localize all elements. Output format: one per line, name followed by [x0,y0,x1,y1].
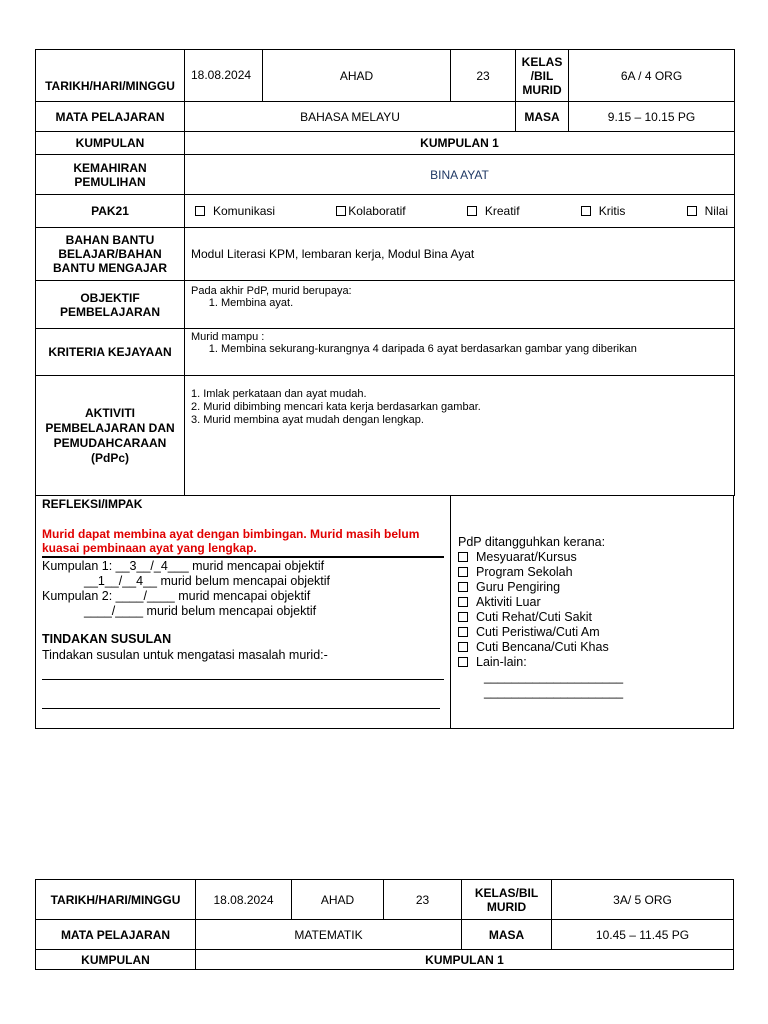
pak21-option-kreatif[interactable]: Kreatif [467,204,520,218]
mapel-label: MATA PELAJARAN [36,102,185,132]
checkbox-icon [467,206,477,216]
hari-value: AHAD [292,880,384,920]
tindakan-line[interactable] [42,708,440,709]
divider [42,556,444,558]
objektif-item: 1. Membina ayat. [221,297,728,309]
masa-label: MASA [462,920,552,950]
checkbox-icon [458,597,468,607]
kemahiran-value: BINA AYAT [185,155,735,195]
objektif-value: Pada akhir PdP, murid berupaya: 1. Membina ayat. [185,281,735,329]
tindakan-line[interactable] [42,679,444,680]
pak21-option-nilai[interactable]: Nilai [687,204,728,218]
aktiviti-item: 3. Murid membina ayat mudah dengan lengkap. [191,414,424,426]
pak21-option-kritis[interactable]: Kritis [581,204,626,218]
kelas-label: KELAS /BIL MURID [516,50,569,102]
ditangguh-option[interactable]: Guru Pengiring [458,580,623,595]
aktiviti-item: 2. Murid dibimbing mencari kata kerja berdasarkan gambar. [191,401,481,413]
tindakan-label: TINDAKAN SUSULAN [42,632,172,646]
ditangguh-option[interactable]: Mesyuarat/Kursus [458,550,623,565]
mapel-label: MATA PELAJARAN [36,920,196,950]
pak21-label: PAK21 [36,195,185,228]
objektif-label: OBJEKTIF PEMBELAJARAN [36,281,185,329]
checkbox-icon [458,627,468,637]
kelas-value: 3A/ 5 ORG [552,880,734,920]
kumpulan1-mencapai: Kumpulan 1: __3__/_4___ murid mencapai objektif [42,559,325,573]
refleksi-text: Murid dapat membina ayat dengan bimbingan. Murid masih belum kuasai pembinaan ayat yang lengkap. [42,527,420,555]
bahan-label: BAHAN BANTU BELAJAR/BAHAN BANTU MENGAJAR [36,228,185,281]
refleksi-left-panel [36,495,451,728]
pak21-option-komunikasi[interactable]: Komunikasi [195,204,275,218]
checkbox-icon [458,567,468,577]
masa-value: 9.15 – 10.15 PG [569,102,735,132]
refleksi-label: REFLEKSI/IMPAK [42,497,143,511]
lain-lain-line[interactable]: ____________________ [484,670,624,684]
lesson-plan-table-2 [35,879,734,970]
kriteria-value: Murid mampu : 1. Membina sekurang-kurangnya 4 daripada 6 ayat berdasarkan gambar yang diberikan [185,329,735,376]
aktiviti-label: AKTIVITI PEMBELAJARAN DAN PEMUDAHCARAAN (PdPc) [36,376,185,496]
refleksi-section [35,495,734,729]
aktiviti-list [185,376,735,496]
minggu-value: 23 [384,880,462,920]
masa-label: MASA [516,102,569,132]
kumpulan-value: KUMPULAN 1 [196,950,734,970]
kelas-label: KELAS/BIL MURID [462,880,552,920]
kelas-value: 6A / 4 ORG [569,50,735,102]
masa-value: 10.45 – 11.45 PG [552,920,734,950]
mapel-value: MATEMATIK [196,920,462,950]
ditangguh-option[interactable]: Program Sekolah [458,565,623,580]
ditangguh-option[interactable]: Cuti Peristiwa/Cuti Am [458,625,623,640]
minggu-value: 23 [451,50,516,102]
kumpulan-label: KUMPULAN [36,132,185,155]
ditangguh-option[interactable]: Cuti Bencana/Cuti Khas [458,640,623,655]
kumpulan2-mencapai: Kumpulan 2: ____/____ murid mencapai objektif [42,589,311,603]
tarikh-label: TARIKH/HARI/MINGGU [36,50,185,102]
kumpulan2-belum: ____/____ murid belum mencapai objektif [84,604,317,618]
aktiviti-item: 1. Imlak perkataan dan ayat mudah. [191,388,367,400]
kumpulan-label: KUMPULAN [36,950,196,970]
tarikh-value: 18.08.2024 [185,50,263,102]
tindakan-text: Tindakan susulan untuk mengatasi masalah murid:- [42,648,328,662]
kriteria-label: KRITERIA KEJAYAAN [36,329,185,376]
checkbox-icon [458,612,468,622]
ditangguh-option[interactable]: Lain-lain: [458,655,623,670]
kumpulan-value: KUMPULAN 1 [185,132,735,155]
ditangguh-label: PdP ditangguhkan kerana: [458,535,606,549]
mapel-value: BAHASA MELAYU [185,102,516,132]
pak21-option-kolaboratif[interactable]: Kolaboratif [336,204,405,218]
checkbox-icon [458,657,468,667]
checkbox-icon [336,206,346,216]
checkbox-icon [195,206,205,216]
kriteria-item: 1. Membina sekurang-kurangnya 4 daripada 6 ayat berdasarkan gambar yang diberikan [221,343,728,355]
ditangguh-panel [458,535,623,700]
hari-value: AHAD [263,50,451,102]
ditangguh-option[interactable]: Cuti Rehat/Cuti Sakit [458,610,623,625]
ditangguh-option[interactable]: Aktiviti Luar [458,595,623,610]
bahan-value: Modul Literasi KPM, lembaran kerja, Modul Bina Ayat [185,228,735,281]
pak21-options [185,195,735,228]
checkbox-icon [687,206,697,216]
checkbox-icon [458,552,468,562]
checkbox-icon [458,642,468,652]
lain-lain-line[interactable]: ____________________ [484,685,624,699]
tarikh-label: TARIKH/HARI/MINGGU [36,880,196,920]
checkbox-icon [581,206,591,216]
checkbox-icon [458,582,468,592]
tarikh-value: 18.08.2024 [196,880,292,920]
lesson-plan-table-1 [35,49,735,496]
kemahiran-label: KEMAHIRAN PEMULIHAN [36,155,185,195]
kumpulan1-belum: __1__/__4__ murid belum mencapai objektif [84,574,330,588]
